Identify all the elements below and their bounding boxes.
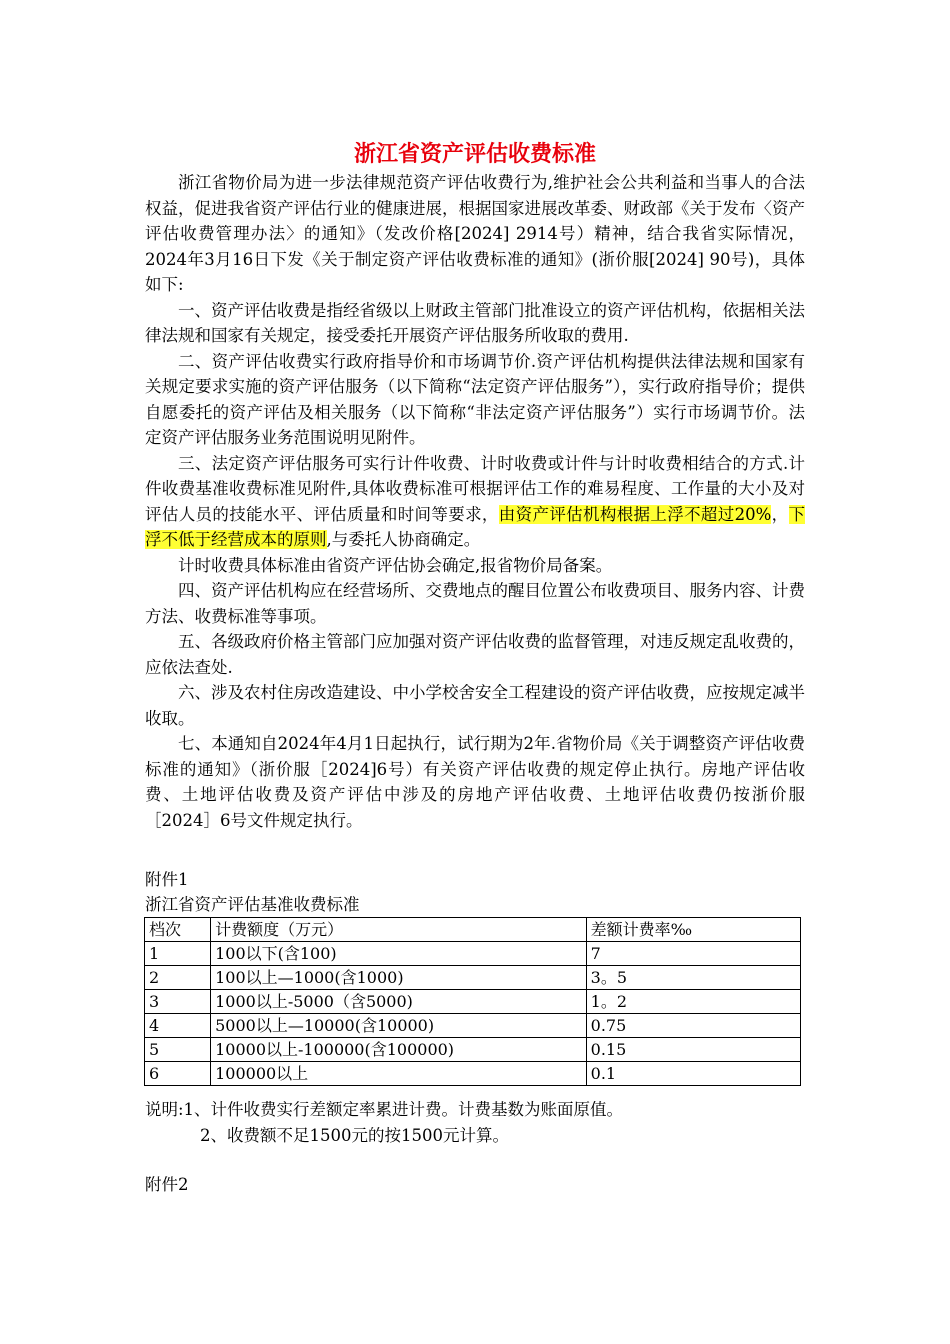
table-cell: 3。5: [586, 966, 800, 990]
table-cell: 0.1: [586, 1062, 800, 1086]
table-cell: 0.15: [586, 1038, 800, 1062]
hourly-fee-paragraph: 计时收费具体标准由省资产评估协会确定,报省物价局备案。: [178, 555, 613, 575]
item-6-paragraph: 六、涉及农村住房改造建设、中小学校舍安全工程建设的资产评估收费，应按规定减半收取。: [145, 683, 805, 728]
table-cell: 1: [145, 942, 211, 966]
table-cell: 10000以上-100000(含100000): [211, 1038, 587, 1062]
document-title: 浙江省资产评估收费标准: [353, 142, 596, 167]
table-cell: 4: [145, 1014, 211, 1038]
table-header-row: [145, 918, 801, 942]
attachment-2-label: 附件2: [145, 1175, 189, 1194]
table-cell: 1。2: [586, 990, 800, 1014]
table-row: [145, 966, 801, 990]
item-3-text-b: ，: [771, 504, 789, 524]
item-2-paragraph: 二、资产评估收费实行政府指导价和市场调节价.资产评估机构提供法律法规和国家有关规定要求实施的资产评估服务（以下简称“法定资产评估服务”），实行政府指导价；提供自愿委托的资产评估及相关服务（以下简称“非法定资产评估服务”）实行市场调节价。法定资产评估服务业务范围说明见附件。: [145, 351, 805, 447]
table-cell: 6: [145, 1062, 211, 1086]
table-caption: 浙江省资产评估基准收费标准: [145, 895, 360, 914]
table-cell: 3: [145, 990, 211, 1014]
item-3-text-c: ,与委托人协商确定。: [326, 530, 481, 549]
table-header-cell: 差额计费率‰: [586, 918, 800, 942]
table-cell: 5000以上—10000(含10000): [211, 1014, 587, 1038]
table-note-2: 2、收费额不足1500元的按1500元计算。: [200, 1126, 509, 1145]
item-3-highlight-1: 由资产评估机构根据上浮不超过20%: [498, 504, 772, 524]
table-cell: 100以下(含100): [211, 942, 587, 966]
item-3-paragraph: [145, 451, 805, 553]
table-note-1: 说明:1、计件收费实行差额定率累进计费。计费基数为账面原值。: [145, 1100, 624, 1119]
intro-paragraph: 浙江省物价局为进一步法律规范资产评估收费行为,维护社会公共利益和当事人的合法权益，促进我省资产评估行业的健康进展，根据国家进展改革委、财政部《关于发布〈资产评估收费管理办法〉的通知》（发改价格[2024] 2914号）精神，结合我省实际情况，2024年3月16日下发《关于制定资产评估收费标准的通知》(浙价服[2024] 90号)，具体如下:: [145, 173, 805, 294]
attachment-1-label: 附件1: [145, 870, 189, 889]
table-cell: 7: [586, 942, 800, 966]
item-3-highlight-2: 下浮不低于经营成本的原则: [145, 504, 806, 549]
table-header-cell: 计费额度（万元）: [211, 918, 587, 942]
table-row: [145, 942, 801, 966]
table-row: [145, 990, 801, 1014]
item-4-paragraph: 四、资产评估机构应在经营场所、交费地点的醒目位置公布收费项目、服务内容、计费方法、收费标准等事项。: [145, 581, 805, 626]
table-cell: 0.75: [586, 1014, 800, 1038]
document-body: [145, 170, 805, 833]
table-row: [145, 1062, 801, 1086]
table-cell: 100000以上: [211, 1062, 587, 1086]
table-cell: 100以上—1000(含1000): [211, 966, 587, 990]
item-1-paragraph: 一、资产评估收费是指经省级以上财政主管部门批准设立的资产评估机构，依据相关法律法规和国家有关规定，接受委托开展资产评估服务所收取的费用.: [145, 300, 805, 345]
fee-table: [144, 917, 801, 1086]
item-7-paragraph: 七、本通知自2024年4月1日起执行，试行期为2年.省物价局《关于调整资产评估收费标准的通知》（浙价服［2024]6号）有关资产评估收费的规定停止执行。房地产评估收费、土地评估收费及资产评估中涉及的房地产评估收费、土地评估收费仍按浙价服［2024］6号文件规定执行。: [145, 734, 805, 830]
item-5-paragraph: 五、各级政府价格主管部门应加强对资产评估收费的监督管理，对违反规定乱收费的，应依法查处.: [145, 632, 805, 677]
table-cell: 1000以上-5000（含5000): [211, 990, 587, 1014]
table-header-cell: 档次: [145, 918, 211, 942]
table-cell: 2: [145, 966, 211, 990]
table-row: [145, 1014, 801, 1038]
table-row: [145, 1038, 801, 1062]
table-cell: 5: [145, 1038, 211, 1062]
item-3-text-a: 三、法定资产评估服务可实行计件收费、计时收费或计件与计时收费相结合的方式.计件收费基准收费标准见附件,具体收费标准可根据评估工作的难易程度、工作量的大小及对评估人员的技能水平、评估质量和时间等要求，: [145, 453, 805, 524]
